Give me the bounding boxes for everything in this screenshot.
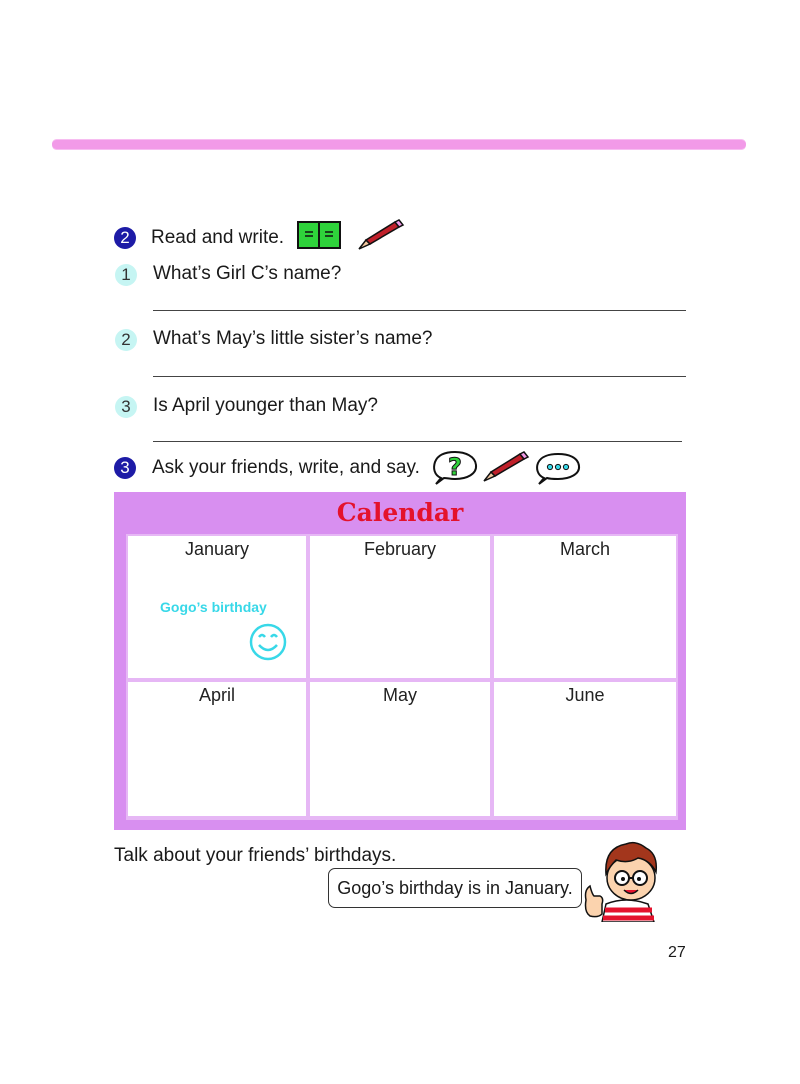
section-3-title: Ask your friends, write, and say.: [152, 457, 420, 478]
month-label: June: [565, 685, 605, 705]
answer-line-2[interactable]: [153, 376, 686, 377]
svg-text:?: ?: [448, 453, 462, 481]
section-3-badge: 3: [114, 457, 136, 479]
month-label: May: [382, 685, 417, 705]
birthday-note: Gogo’s birthday: [160, 599, 267, 615]
calendar-cell-june[interactable]: [494, 682, 676, 816]
section-2-title: Read and write.: [151, 227, 285, 248]
page-number: 27: [668, 944, 686, 961]
section-2-badge: 2: [114, 227, 136, 249]
question-bubble-icon: [431, 450, 479, 486]
question-3-text: Is April younger than May?: [153, 395, 378, 416]
book-icon: [297, 221, 341, 249]
calendar-grid: [126, 534, 678, 820]
calendar-cell-february[interactable]: [310, 536, 490, 678]
calendar-cell-march[interactable]: [494, 536, 676, 678]
calendar-table: [114, 492, 686, 830]
calendar-cell-april[interactable]: [128, 682, 306, 816]
month-label: February: [363, 539, 437, 559]
answer-line-1[interactable]: [153, 310, 686, 311]
speech-bubble-icon: [534, 452, 582, 486]
calendar-cell-january[interactable]: [128, 536, 306, 678]
calendar-title: Calendar: [336, 498, 464, 527]
smiley-icon: [248, 622, 288, 662]
talk-instruction: Talk about your friends’ birthdays.: [114, 845, 397, 866]
answer-line-3[interactable]: [153, 441, 682, 442]
pencil-icon: [482, 451, 530, 483]
question-3-badge: 3: [115, 396, 137, 418]
question-1-text: What’s Girl C’s name?: [153, 263, 342, 284]
calendar-cell-may[interactable]: [310, 682, 490, 816]
question-2-badge: 2: [115, 329, 137, 351]
question-1-badge: 1: [115, 264, 137, 286]
month-label: April: [198, 685, 235, 705]
boy-character-illustration: [576, 838, 678, 922]
speech-bubble: Gogo’s birthday is in January.: [328, 868, 582, 908]
decorative-pink-rule: [52, 140, 746, 149]
question-2-text: What’s May’s little sister’s name?: [153, 328, 433, 349]
month-label: March: [559, 539, 610, 559]
month-label: January: [184, 539, 250, 559]
pencil-icon: [357, 219, 405, 251]
